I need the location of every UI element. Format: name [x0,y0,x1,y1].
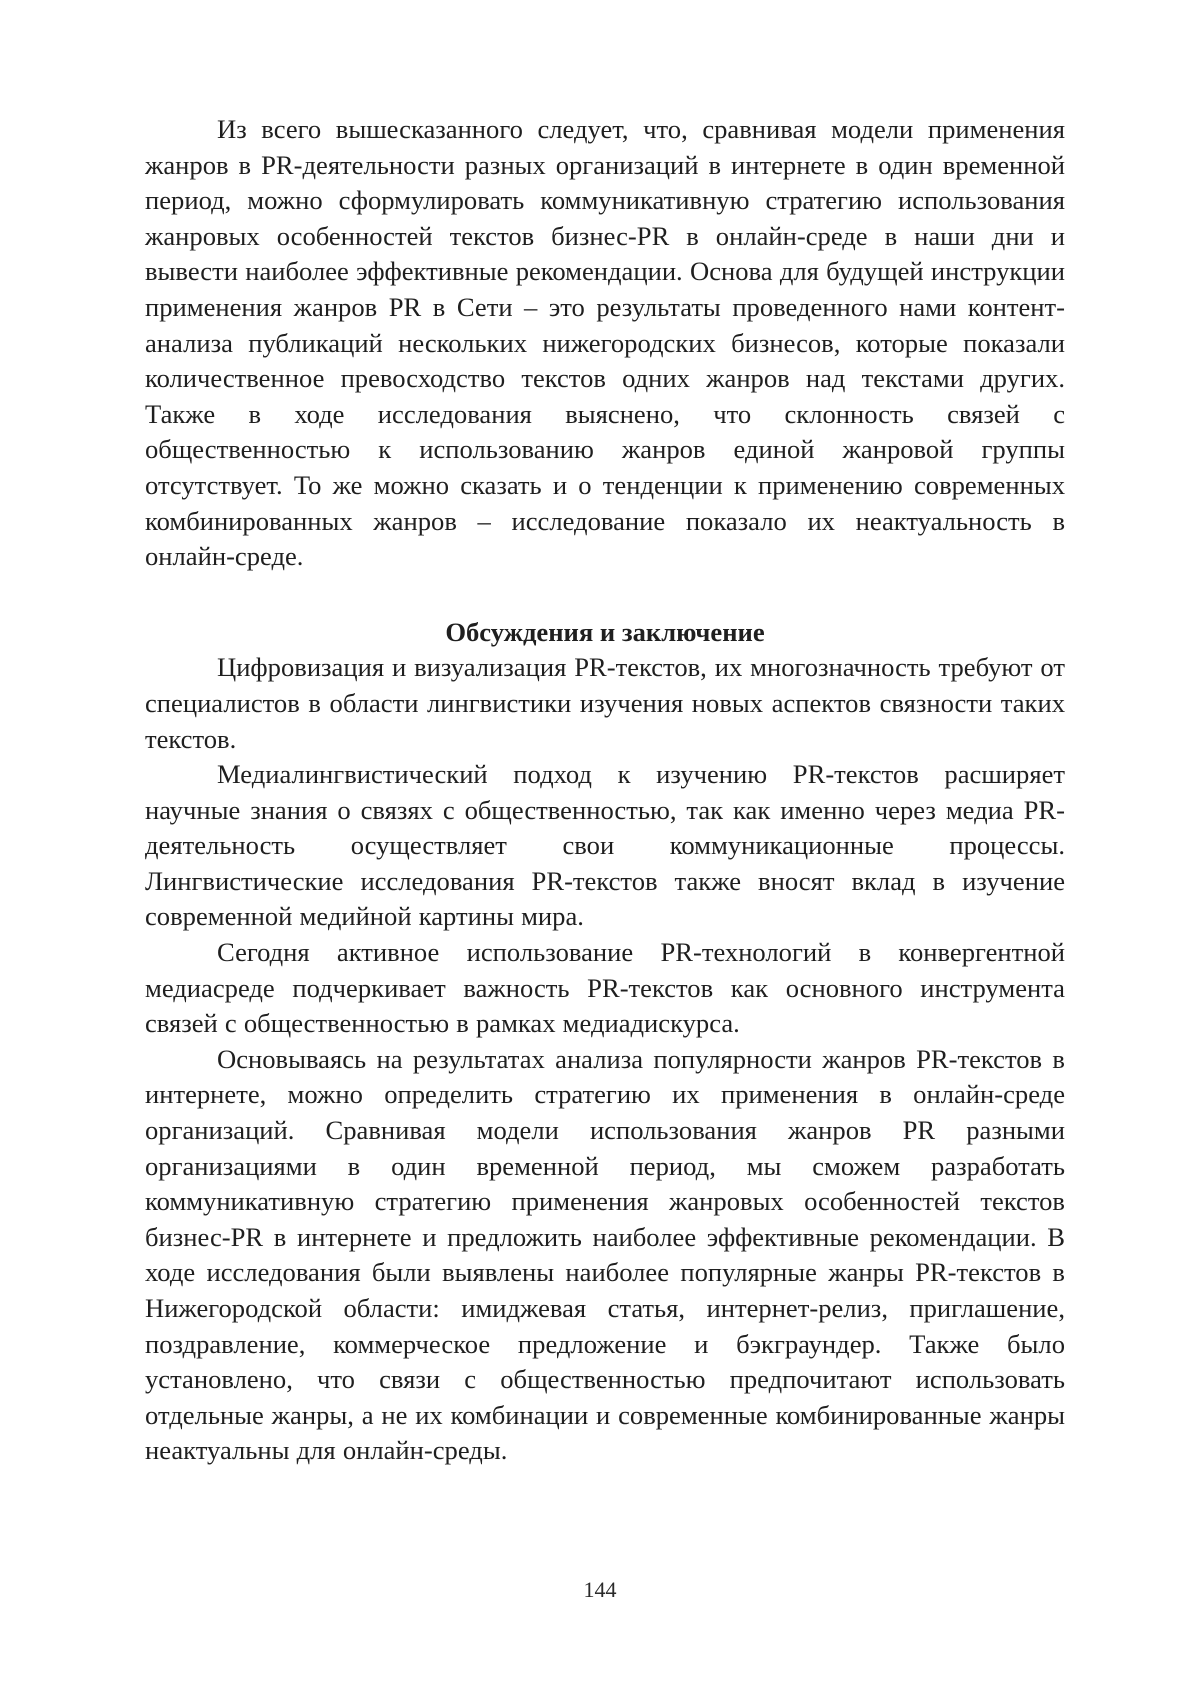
section-heading: Обсуждения и заключение [145,615,1065,651]
section-paragraph-3: Сегодня активное использование PR-технологий в конвергентной медиасреде подчеркивает важность PR-текстов как основного инструмента связей с общественностью в рамках медиадискурса. [145,935,1065,1042]
page-number: 144 [0,1577,1200,1603]
page-body [145,112,1065,1469]
intro-paragraph: Из всего вышесказанного следует, что, сравнивая модели применения жанров в PR-деятельности разных организаций в интернете в один временной период, можно сформулировать коммуникативную стратегию использования жанровых особенностей текстов бизнес-PR в онлайн-среде в наши дни и вывести наиболее эффективные рекомендации. Основа для будущей инструкции применения жанров PR в Сети – это результаты проведенного нами контент-анализа публикаций нескольких нижегородских бизнесов, которые показали количественное превосходство текстов одних жанров над текстами других. Также в ходе исследования выяснено, что склонность связей с общественностью к использованию жанров единой жанровой группы отсутствует. То же можно сказать и о тенденции к применению современных комбинированных жанров – исследование показало их неактуальность в онлайн-среде. [145,112,1065,575]
section-paragraph-1: Цифровизация и визуализация PR-текстов, их многозначность требуют от специалистов в области лингвистики изучения новых аспектов связности таких текстов. [145,650,1065,757]
section-paragraph-2: Медиалингвистический подход к изучению PR-текстов расширяет научные знания о связях с общественностью, так как именно через медиа PR-деятельность осуществляет свои коммуникационные процессы. Лингвистические исследования PR-текстов также вносят вклад в изучение современной медийной картины мира. [145,757,1065,935]
section-paragraph-4: Основываясь на результатах анализа популярности жанров PR-текстов в интернете, можно определить стратегию их применения в онлайн-среде организаций. Сравнивая модели использования жанров PR разными организациями в один временной период, мы сможем разработать коммуникативную стратегию применения жанровых особенностей текстов бизнес-PR в интернете и предложить наиболее эффективные рекомендации. В ходе исследования были выявлены наиболее популярные жанры PR-текстов в Нижегородской области: имиджевая статья, интернет-релиз, приглашение, поздравление, коммерческое предложение и бэкграундер. Также было установлено, что связи с общественностью предпочитают использовать отдельные жанры, а не их комбинации и современные комбинированные жанры неактуальны для онлайн-среды. [145,1042,1065,1469]
